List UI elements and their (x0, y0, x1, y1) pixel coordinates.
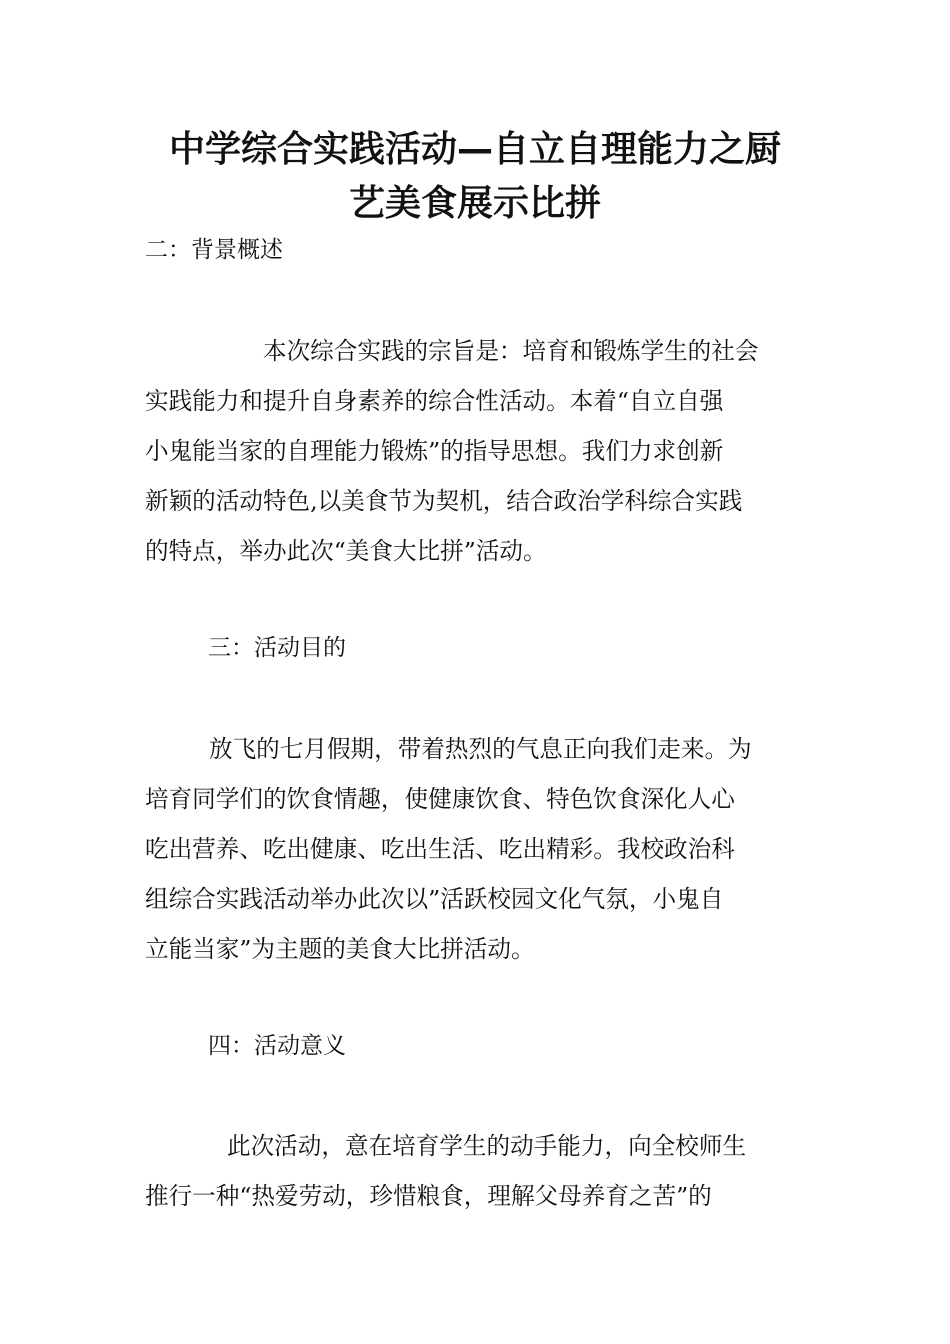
paragraph-line: 新颖的活动特色,以美食节为契机，结合政治学科综合实践 (145, 487, 743, 515)
paragraph-line: 立能当家”为主题的美食大比拼活动。 (145, 935, 535, 963)
paragraph-line: 此次活动，意在培育学生的动手能力，向全校师生 (227, 1132, 747, 1160)
section-heading-purpose: 三：活动目的 (208, 635, 346, 661)
paragraph-line: 培育同学们的饮食情趣，使健康饮食、特色饮食深化人心 (145, 785, 735, 813)
document-title-line-2: 艺美食展示比拼 (348, 183, 601, 224)
section-body-significance (145, 1121, 805, 1221)
section-heading-significance: 四：活动意义 (208, 1033, 346, 1059)
paragraph-line: 推行一种“热爱劳动，珍惜粮食，理解父母养育之苦”的 (145, 1182, 712, 1210)
section-heading-background: 二：背景概述 (145, 237, 283, 263)
paragraph-line: 本次综合实践的宗旨是：培育和锻炼学生的社会 (263, 337, 759, 365)
document-title-line-1: 中学综合实践活动—自立自理能力之厨 (168, 129, 781, 170)
section-body-background (145, 326, 805, 576)
paragraph-line: 放飞的七月假期，带着热烈的气息正向我们走来。为 (209, 735, 752, 763)
section-body-purpose (145, 724, 805, 974)
paragraph-line: 组综合实践活动举办此次以”活跃校园文化气氛，小鬼自 (145, 885, 724, 913)
paragraph-line: 的特点，举办此次“美食大比拼”活动。 (145, 537, 547, 565)
paragraph-line: 吃出营养、吃出健康、吃出生活、吃出精彩。我校政治科 (145, 835, 735, 863)
paragraph-line: 小鬼能当家的自理能力锻炼”的指导思想。我们力求创新 (145, 437, 724, 465)
paragraph-line: 实践能力和提升自身素养的综合性活动。本着“自立自强 (145, 387, 724, 415)
